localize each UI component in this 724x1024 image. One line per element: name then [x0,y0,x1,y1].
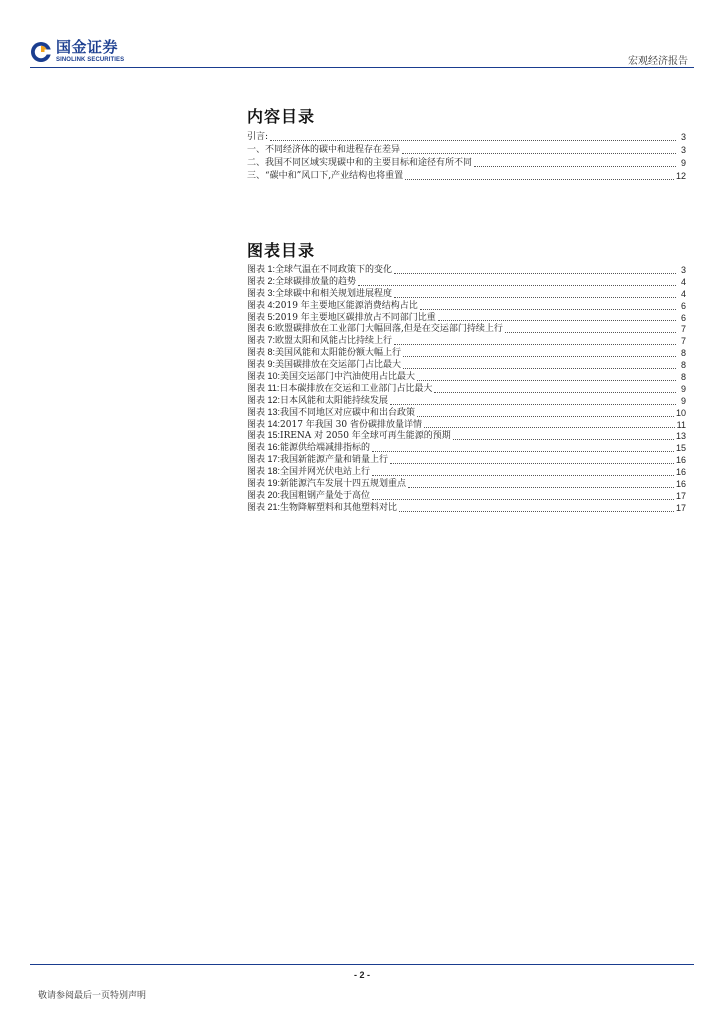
toc-page-number: 16 [675,467,686,478]
dot-leader [394,273,676,274]
toc-page-number: 6 [680,312,686,323]
dot-leader [372,451,674,452]
sinolink-logo-icon [30,41,52,63]
dot-leader [372,475,674,476]
dot-leader [408,487,674,488]
footer-divider [30,964,694,965]
toc-page-number: 4 [680,276,686,287]
toc-page-number: 6 [680,300,686,311]
figure-caption: 日本风能和太阳能持续发展 [280,395,389,406]
toc-page-number: 9 [680,395,686,406]
figure-number: 图表 8: [247,347,276,358]
figures-title: 图表目录 [247,241,316,260]
dot-leader [438,320,676,321]
figure-caption: 全球气温在不同政策下的变化 [275,264,393,275]
figure-number: 图表 11: [247,382,280,393]
figure-caption: 2017 年我国 30 省份碳排放量详情 [280,419,422,430]
figure-number: 图表 10: [247,371,281,381]
figure-caption: 美国风能和太阳能份额大幅上行 [275,348,402,359]
logo-text [56,40,124,63]
figure-number: 图表 3: [247,287,276,298]
figure-number: 图表 12: [247,394,281,405]
toc-entry-title: 三、“碳中和”风口下,产业结构也将重置 [247,171,404,182]
figure-caption: IRENA 对 2050 年全球可再生能源的预期 [280,431,451,442]
toc-page-number: 3 [680,264,686,275]
dot-leader [390,463,674,464]
figure-number: 图表 18: [247,466,281,477]
dot-leader [358,285,676,286]
toc-page-number: 9 [680,383,686,394]
page-number: - 2 - [353,970,370,980]
dot-leader [424,427,675,428]
header-divider [30,67,694,68]
toc-page-number: 8 [680,348,686,359]
toc-page-number: 7 [680,336,686,347]
dot-leader [402,153,676,154]
figure-caption: 美国碳排放在交运部门占比最大 [275,360,402,371]
toc-entry[interactable] [247,157,686,170]
figure-number: 图表 9: [247,359,276,370]
toc-entry[interactable] [247,144,686,157]
figure-number: 图表 6: [247,323,276,334]
figure-caption: 全球碳排放量的趋势 [275,276,357,287]
dot-leader [390,404,676,405]
figure-number: 图表 13: [247,406,281,417]
dot-leader [270,140,676,141]
toc-page-number: 7 [680,324,686,335]
dot-leader [417,416,674,417]
toc-page-number: 16 [675,455,686,466]
company-logo [30,40,124,63]
report-type-label: 宏观经济报告 [628,56,688,67]
toc-entry[interactable] [247,170,686,183]
toc-page-number: 17 [675,502,686,513]
toc-page-number: 8 [680,360,686,371]
toc-page-number: 3 [680,145,686,156]
figure-number: 图表 14: [247,418,281,429]
figure-caption: 我国粗钢产量处于高位 [280,490,371,501]
figure-caption: 欧盟碳排放在工业部门大幅回落,但是在交运部门持续上行 [275,324,503,335]
dot-leader [453,439,674,440]
toc-page-number: 3 [680,132,686,142]
figure-caption: 生物降解塑料和其他塑料对比 [280,502,398,513]
dot-leader [399,511,674,512]
figure-caption: 能源供给端减排指标的 [280,443,371,454]
toc-entry-title: 二、我国不同区域实现碳中和的主要目标和途径有所不同 [247,158,473,169]
figure-caption: 2019 年主要地区能源消费结构占比 [275,300,418,311]
dot-leader [505,332,676,333]
toc-entry[interactable] [247,503,686,515]
dot-leader [394,297,676,298]
dot-leader [394,344,676,345]
toc-page-number: 16 [675,479,686,490]
figures-list [247,265,686,515]
toc-entry-title: 引言: [247,132,269,142]
toc-entry-title: 一、不同经济体的碳中和进程存在差异 [247,145,401,156]
dot-leader [434,392,676,393]
figure-caption: 2019 年主要地区碳排放占不同部门比重 [275,312,436,323]
contents-list [247,131,686,183]
toc-page-number: 11 [676,419,686,430]
dot-leader [403,368,676,369]
figure-caption: 日本碳排放在交运和工业部门占比最大 [279,383,433,394]
toc-page-number: 4 [680,288,686,299]
toc-entry-title [247,502,397,515]
toc-page-number: 10 [675,407,686,418]
dot-leader [474,166,676,167]
toc-page-number: 12 [675,171,686,182]
toc-page-number: 9 [680,158,686,169]
disclaimer-text: 敬请参阅最后一页特别声明 [38,991,147,1001]
logo-chinese-name: 国金证券 [56,38,119,56]
figure-number: 图表 19: [247,478,281,489]
dot-leader [403,356,676,357]
dot-leader [420,309,676,310]
dot-leader [372,499,674,500]
dot-leader [405,179,674,180]
figure-number: 图表 7: [247,335,276,346]
toc-page-number: 8 [680,372,686,382]
figure-number: 图表 17: [247,454,281,465]
logo-english-name: SINOLINK SECURITIES [56,57,125,63]
figure-caption: 美国交运部门中汽油使用占比最大 [280,372,416,382]
figure-number: 图表 21: [247,501,281,512]
figure-caption: 我国新能源产量和销量上行 [280,455,389,466]
figure-number: 图表 5: [247,311,276,322]
toc-entry[interactable] [247,131,686,144]
figure-number: 图表 2: [247,275,276,286]
figure-number: 图表 15: [247,430,281,441]
figure-caption: 新能源汽车发展十四五规划重点 [280,479,407,490]
toc-page-number: 13 [675,431,686,442]
toc-page-number: 15 [675,443,686,454]
toc-page-number: 17 [675,490,686,501]
contents-title: 内容目录 [247,107,316,126]
figure-number: 图表 20: [247,489,281,500]
page-header [0,0,724,72]
figure-number: 图表 4: [247,299,276,310]
dot-leader [417,380,676,381]
figure-caption: 全国并网光伏电站上行 [280,467,371,478]
figure-caption: 我国不同地区对应碳中和出台政策 [280,407,416,418]
figure-caption: 全球碳中和相关规划进展程度 [275,288,393,299]
figure-number: 图表 1: [247,263,276,274]
figure-caption: 欧盟太阳和风能占比持续上行 [275,336,393,347]
figure-number: 图表 16: [247,442,281,453]
